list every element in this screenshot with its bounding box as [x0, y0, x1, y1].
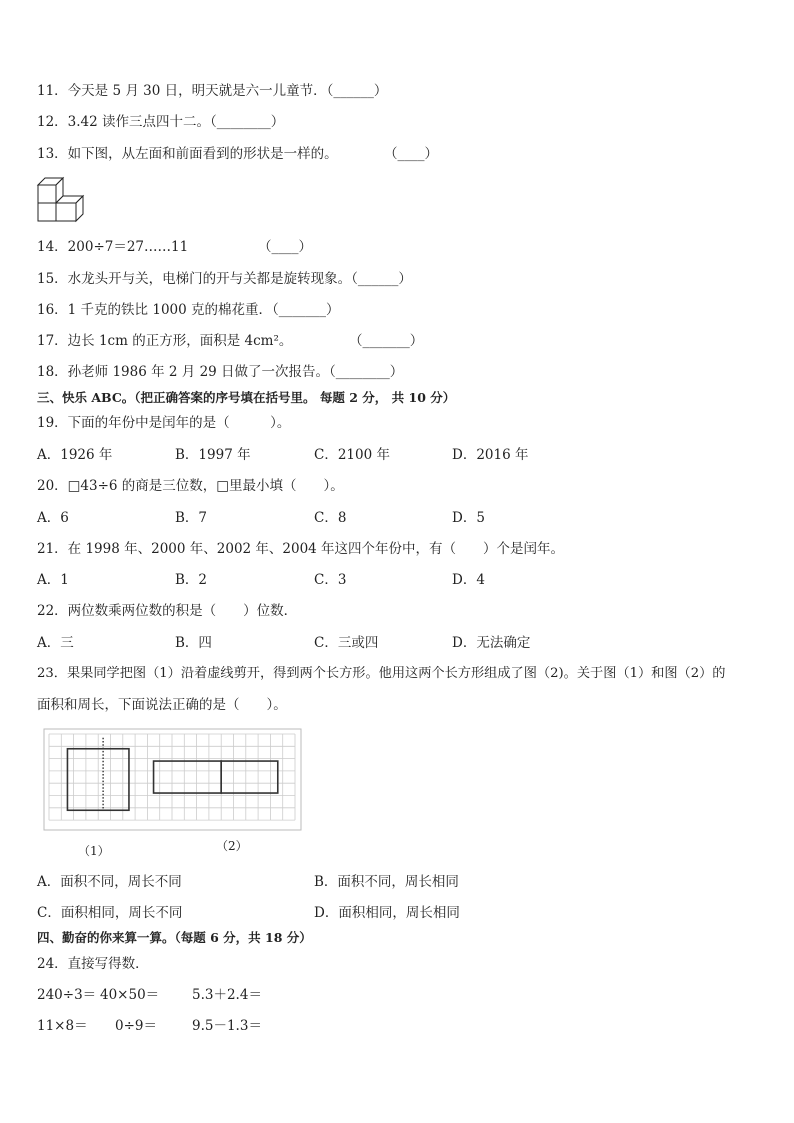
question-23-line2: 面积和周长，下面说法正确的是（ ）。 — [37, 697, 287, 713]
q21-option-b: B．2 — [175, 572, 208, 588]
figure-1-label: （1） — [78, 844, 110, 858]
question-16: 16．1 千克的铁比 1000 克的棉花重．（_______） — [37, 302, 340, 318]
question-17-blank: （_______） — [349, 333, 424, 349]
question-13-blank: （____） — [384, 146, 438, 162]
q22-option-b: B．四 — [175, 635, 212, 651]
question-12: 12．3.42 读作三点四十二。（________） — [37, 114, 285, 130]
q21-option-d: D．4 — [452, 572, 485, 588]
q19-option-d: D．2016 年 — [452, 447, 529, 463]
calc-3: 5.3＋2.4＝ — [192, 987, 262, 1003]
q22-option-d: D．无法确定 — [452, 635, 531, 651]
calc-6: 9.5－1.3＝ — [192, 1018, 262, 1034]
q20-option-b: B．7 — [175, 510, 208, 526]
question-13: 13．如下图，从左面和前面看到的形状是一样的。 — [37, 146, 338, 162]
figure-2-rect-left — [154, 761, 222, 793]
figure-2-rect-right — [221, 761, 278, 793]
section-3-heading: 三、快乐 ABC。（把正确答案的序号填在括号里。 每题 2 分， 共 10 分） — [37, 390, 456, 405]
question-18: 18．孙老师 1986 年 2 月 29 日做了一次报告。（________） — [37, 364, 404, 380]
q23-option-a: A．面积不同，周长不同 — [37, 874, 182, 890]
q23-option-b: B．面积不同，周长相同 — [314, 874, 459, 890]
q20-option-d: D．5 — [452, 510, 485, 526]
q23-option-c: C．面积相同，周长不同 — [37, 905, 183, 921]
q20-option-a: A．6 — [37, 510, 69, 526]
q19-option-a: A．1926 年 — [37, 447, 113, 463]
question-11: 11．今天是 5 月 30 日，明天就是六一儿童节．（______） — [37, 83, 388, 99]
section-4-heading: 四、勤奋的你来算一算。（每题 6 分，共 18 分） — [37, 930, 312, 945]
question-20: 20．□43÷6 的商是三位数，□里最小填（ ）。 — [37, 478, 344, 494]
question-17: 17．边长 1cm 的正方形，面积是 4cm²。 — [37, 333, 293, 349]
question-22: 22．两位数乘两位数的积是（ ）位数． — [37, 603, 298, 619]
question-23-line1: 23．果果同学把图（1）沿着虚线剪开，得到两个长方形。他用这两个长方形组成了图（2)。关于图（1）和图（2）的 — [37, 666, 726, 681]
cube-stack-figure — [36, 176, 88, 224]
q20-option-c: C．8 — [314, 510, 347, 526]
question-14-blank: （____） — [258, 239, 312, 255]
question-15: 15．水龙头开与关，电梯门的开与关都是旋转现象。（______） — [37, 271, 412, 287]
q22-option-a: A．三 — [37, 635, 74, 651]
question-24: 24．直接写得数． — [37, 956, 149, 972]
question-21: 21．在 1998 年、2000 年、2002 年、2004 年这四个年份中，有（ ）个是闰年。 — [37, 541, 565, 557]
calc-1: 240÷3＝ — [37, 987, 97, 1003]
grid-frame — [44, 729, 301, 830]
q22-option-c: C．三或四 — [314, 635, 379, 651]
question-14: 14．200÷7＝27……11 — [37, 239, 189, 255]
calc-4: 11×8＝ — [37, 1018, 88, 1034]
figure-2-label: （2） — [216, 839, 248, 853]
q19-option-c: C．2100 年 — [314, 447, 390, 463]
q21-option-a: A．1 — [37, 572, 69, 588]
calc-5: 0÷9＝ — [115, 1018, 157, 1034]
question-19: 19．下面的年份中是闰年的是（ ）。 — [37, 415, 291, 431]
q19-option-b: B．1997 年 — [175, 447, 251, 463]
grid-rectangles-figure — [43, 728, 303, 832]
q23-option-d: D．面积相同，周长相同 — [314, 905, 460, 921]
calc-2: 40×50＝ — [100, 987, 160, 1003]
q21-option-c: C．3 — [314, 572, 347, 588]
